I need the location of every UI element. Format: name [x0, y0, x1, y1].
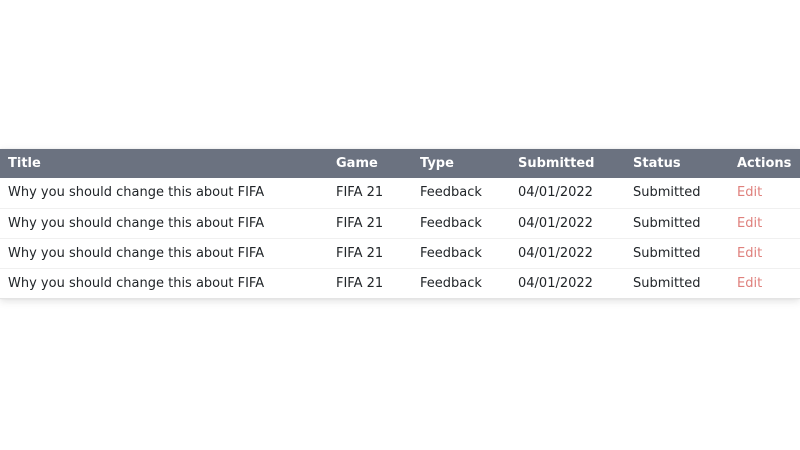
cell-actions	[729, 178, 800, 208]
cell-actions	[729, 268, 800, 298]
submissions-table	[0, 149, 800, 299]
cell-status: Submitted	[625, 178, 729, 208]
cell-title: Why you should change this about FIFA	[0, 268, 328, 298]
table-header-row	[0, 149, 800, 178]
column-header-game: Game	[328, 149, 412, 178]
column-header-type: Type	[412, 149, 510, 178]
edit-link[interactable]: Edit	[737, 245, 763, 261]
cell-submitted: 04/01/2022	[510, 178, 625, 208]
cell-type: Feedback	[412, 238, 510, 268]
cell-status: Submitted	[625, 208, 729, 238]
cell-type: Feedback	[412, 208, 510, 238]
cell-type: Feedback	[412, 268, 510, 298]
cell-submitted: 04/01/2022	[510, 208, 625, 238]
table-row	[0, 208, 800, 238]
table-row	[0, 178, 800, 208]
column-header-actions: Actions	[729, 149, 800, 178]
edit-link[interactable]: Edit	[737, 185, 763, 201]
cell-status: Submitted	[625, 268, 729, 298]
column-header-submitted: Submitted	[510, 149, 625, 178]
cell-submitted: 04/01/2022	[510, 268, 625, 298]
cell-type: Feedback	[412, 178, 510, 208]
edit-link[interactable]: Edit	[737, 275, 763, 291]
cell-submitted: 04/01/2022	[510, 238, 625, 268]
cell-actions	[729, 238, 800, 268]
table-body	[0, 178, 800, 298]
cell-actions	[729, 208, 800, 238]
edit-link[interactable]: Edit	[737, 215, 763, 231]
cell-title: Why you should change this about FIFA	[0, 178, 328, 208]
column-header-title: Title	[0, 149, 328, 178]
cell-game: FIFA 21	[328, 238, 412, 268]
submissions-table-card	[0, 149, 800, 299]
cell-title: Why you should change this about FIFA	[0, 208, 328, 238]
cell-game: FIFA 21	[328, 268, 412, 298]
cell-game: FIFA 21	[328, 208, 412, 238]
column-header-status: Status	[625, 149, 729, 178]
table-row	[0, 238, 800, 268]
cell-title: Why you should change this about FIFA	[0, 238, 328, 268]
table-row	[0, 268, 800, 298]
table-header	[0, 149, 800, 178]
cell-status: Submitted	[625, 238, 729, 268]
cell-game: FIFA 21	[328, 178, 412, 208]
